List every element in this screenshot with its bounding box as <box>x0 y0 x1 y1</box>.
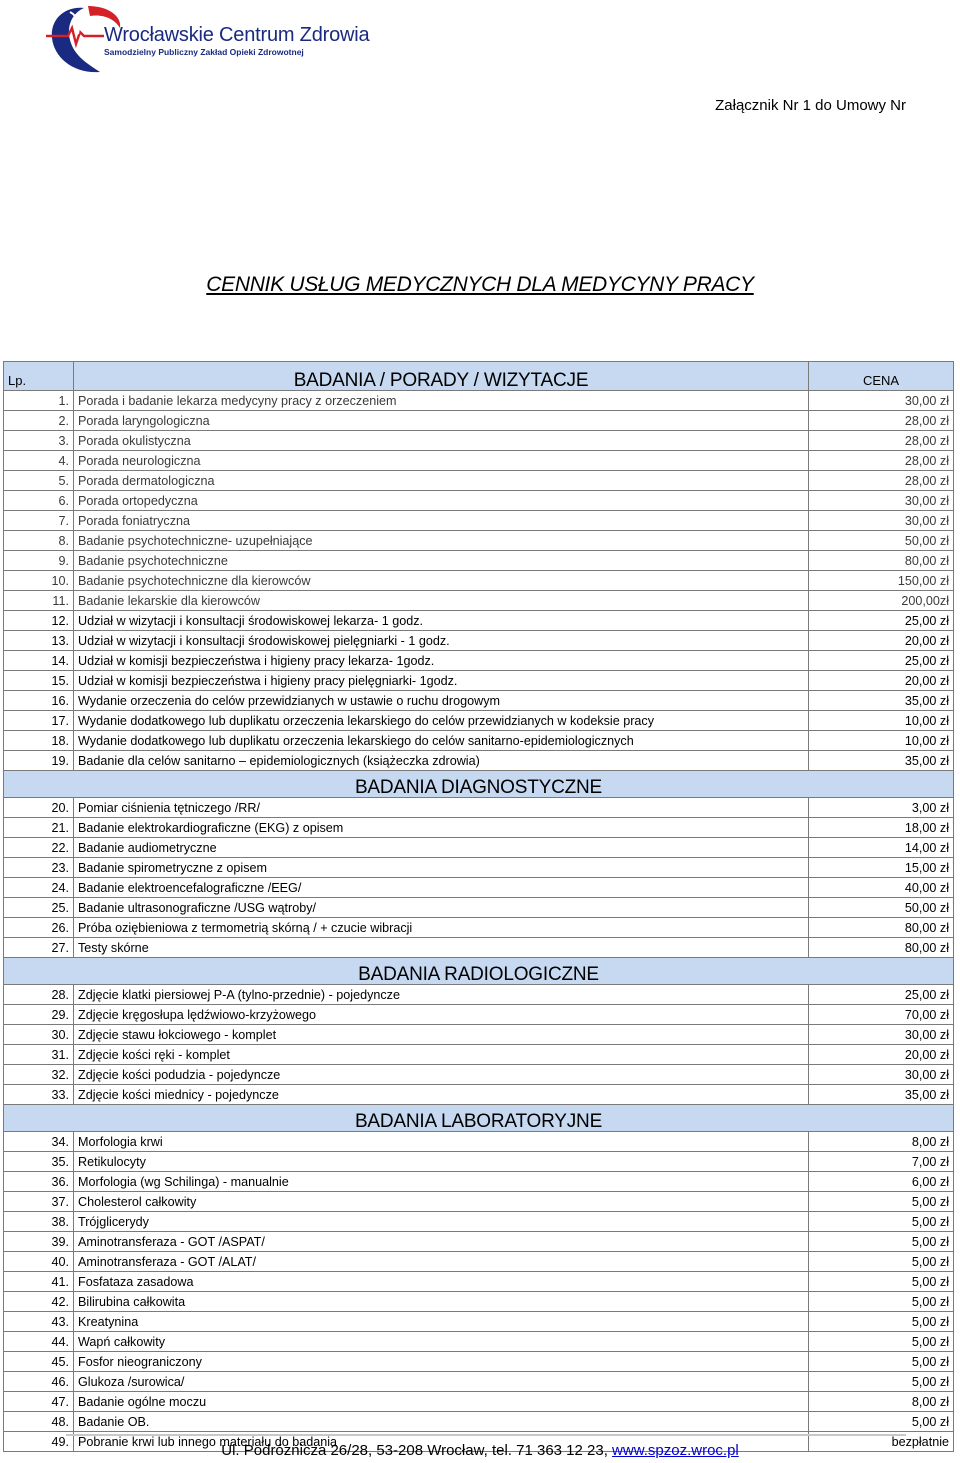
row-price: 28,00 zł <box>809 451 954 471</box>
row-service: Morfologia (wg Schilinga) - manualnie <box>74 1172 809 1192</box>
table-row <box>4 1392 954 1412</box>
row-number: 41. <box>4 1272 74 1292</box>
row-service: Morfologia krwi <box>74 1132 809 1152</box>
row-number: 33. <box>4 1085 74 1105</box>
row-number: 1. <box>4 391 74 411</box>
table-row <box>4 918 954 938</box>
row-service: Porada ortopedyczna <box>74 491 809 511</box>
row-price: 5,00 zł <box>809 1292 954 1312</box>
section-title: BADANIA RADIOLOGICZNE <box>4 958 954 985</box>
row-price: 50,00 zł <box>809 531 954 551</box>
row-price: 70,00 zł <box>809 1005 954 1025</box>
table-row <box>4 1352 954 1372</box>
row-service: Kreatynina <box>74 1312 809 1332</box>
logo-subtitle: Samodzielny Publiczny Zakład Opieki Zdrowotnej <box>104 47 304 57</box>
row-service: Badanie psychotechniczne dla kierowców <box>74 571 809 591</box>
row-service: Badanie OB. <box>74 1412 809 1432</box>
row-number: 48. <box>4 1412 74 1432</box>
row-price: 80,00 zł <box>809 938 954 958</box>
row-service: Porada okulistyczna <box>74 431 809 451</box>
page-title: CENNIK USŁUG MEDYCZNYCH DLA MEDYCYNY PRACY <box>206 273 754 296</box>
row-service: Badanie ogólne moczu <box>74 1392 809 1412</box>
table-row <box>4 491 954 511</box>
row-number: 8. <box>4 531 74 551</box>
row-number: 13. <box>4 631 74 651</box>
table-row <box>4 1332 954 1352</box>
row-number: 35. <box>4 1152 74 1172</box>
row-price: 5,00 zł <box>809 1372 954 1392</box>
table-row <box>4 838 954 858</box>
row-number: 16. <box>4 691 74 711</box>
row-number: 31. <box>4 1045 74 1065</box>
table-row <box>4 651 954 671</box>
row-number: 9. <box>4 551 74 571</box>
header-lp: Lp. <box>4 362 74 391</box>
row-price: 5,00 zł <box>809 1252 954 1272</box>
row-service: Wydanie dodatkowego lub duplikatu orzeczenia lekarskiego do celów przewidzianych w kodeksie pracy <box>74 711 809 731</box>
row-price: 18,00 zł <box>809 818 954 838</box>
row-number: 23. <box>4 858 74 878</box>
row-number: 6. <box>4 491 74 511</box>
row-number: 28. <box>4 985 74 1005</box>
row-service: Udział w wizytacji i konsultacji środowiskowej lekarza- 1 godz. <box>74 611 809 631</box>
row-service: Testy skórne <box>74 938 809 958</box>
row-price: bezpłatnie <box>809 1432 954 1452</box>
row-price: 35,00 zł <box>809 691 954 711</box>
table-row <box>4 731 954 751</box>
table-row <box>4 798 954 818</box>
row-number: 17. <box>4 711 74 731</box>
row-service: Wydanie dodatkowego lub duplikatu orzeczenia lekarskiego do celów sanitarno-epidemiologicznych <box>74 731 809 751</box>
row-service: Porada foniatryczna <box>74 511 809 531</box>
row-service: Wapń całkowity <box>74 1332 809 1352</box>
table-row <box>4 631 954 651</box>
row-price: 28,00 zł <box>809 431 954 451</box>
footer-divider <box>66 1434 906 1436</box>
row-service: Porada neurologiczna <box>74 451 809 471</box>
row-number: 49. <box>4 1432 74 1452</box>
row-price: 5,00 zł <box>809 1412 954 1432</box>
row-service: Retikulocyty <box>74 1152 809 1172</box>
row-service: Udział w komisji bezpieczeństwa i higieny pracy lekarza- 1godz. <box>74 651 809 671</box>
row-service: Aminotransferaza - GOT /ASPAT/ <box>74 1232 809 1252</box>
table-row <box>4 451 954 471</box>
row-number: 36. <box>4 1172 74 1192</box>
row-price: 25,00 zł <box>809 985 954 1005</box>
row-number: 3. <box>4 431 74 451</box>
row-number: 45. <box>4 1352 74 1372</box>
table-row <box>4 1312 954 1332</box>
table-row <box>4 431 954 451</box>
table-row <box>4 711 954 731</box>
row-service: Badanie elektrokardiograficzne (EKG) z opisem <box>74 818 809 838</box>
row-number: 14. <box>4 651 74 671</box>
table-row <box>4 691 954 711</box>
row-service: Fosfor nieograniczony <box>74 1352 809 1372</box>
row-service: Aminotransferaza - GOT /ALAT/ <box>74 1252 809 1272</box>
row-number: 2. <box>4 411 74 431</box>
table-row <box>4 1025 954 1045</box>
row-price: 30,00 zł <box>809 511 954 531</box>
table-row <box>4 1412 954 1432</box>
row-number: 24. <box>4 878 74 898</box>
header-cena: CENA <box>809 362 954 391</box>
row-number: 34. <box>4 1132 74 1152</box>
table-row <box>4 571 954 591</box>
row-price: 20,00 zł <box>809 631 954 651</box>
row-service: Zdjęcie kości ręki - komplet <box>74 1045 809 1065</box>
row-service: Badanie psychotechniczne <box>74 551 809 571</box>
row-number: 46. <box>4 1372 74 1392</box>
row-price: 150,00 zł <box>809 571 954 591</box>
row-number: 37. <box>4 1192 74 1212</box>
price-table <box>3 361 954 1452</box>
row-price: 20,00 zł <box>809 671 954 691</box>
row-price: 15,00 zł <box>809 858 954 878</box>
row-price: 30,00 zł <box>809 1065 954 1085</box>
row-price: 28,00 zł <box>809 471 954 491</box>
row-price: 30,00 zł <box>809 491 954 511</box>
row-service: Zdjęcie klatki piersiowej P-A (tylno-przednie) - pojedyncze <box>74 985 809 1005</box>
table-row <box>4 1172 954 1192</box>
row-price: 25,00 zł <box>809 651 954 671</box>
price-table-body <box>4 362 954 1452</box>
row-price: 14,00 zł <box>809 838 954 858</box>
row-number: 40. <box>4 1252 74 1272</box>
row-service: Próba oziębieniowa z termometrią skórną / + czucie wibracji <box>74 918 809 938</box>
row-service: Badanie lekarskie dla kierowców <box>74 591 809 611</box>
table-row <box>4 1132 954 1152</box>
table-row <box>4 1272 954 1292</box>
section-title: BADANIA / PORADY / WIZYTACJE <box>74 362 809 391</box>
row-service: Badanie psychotechniczne- uzupełniające <box>74 531 809 551</box>
row-price: 20,00 zł <box>809 1045 954 1065</box>
row-number: 43. <box>4 1312 74 1332</box>
row-number: 38. <box>4 1212 74 1232</box>
table-row <box>4 1005 954 1025</box>
table-row <box>4 1252 954 1272</box>
row-number: 10. <box>4 571 74 591</box>
row-price: 40,00 zł <box>809 878 954 898</box>
row-price: 35,00 zł <box>809 751 954 771</box>
footer-address: Ul. Podróżnicza 26/28, 53-208 Wrocław, tel. 71 363 12 23, <box>221 1442 613 1459</box>
row-price: 3,00 zł <box>809 798 954 818</box>
row-service: Badanie audiometryczne <box>74 838 809 858</box>
row-number: 29. <box>4 1005 74 1025</box>
row-price: 5,00 zł <box>809 1312 954 1332</box>
row-service: Pomiar ciśnienia tętniczego /RR/ <box>74 798 809 818</box>
table-row <box>4 471 954 491</box>
row-service: Zdjęcie kręgosłupa lędźwiowo-krzyżowego <box>74 1005 809 1025</box>
row-service: Wydanie orzeczenia do celów przewidzianych w ustawie o ruchu drogowym <box>74 691 809 711</box>
table-row <box>4 611 954 631</box>
row-number: 32. <box>4 1065 74 1085</box>
table-row <box>4 1065 954 1085</box>
table-row <box>4 898 954 918</box>
row-price: 8,00 zł <box>809 1392 954 1412</box>
row-number: 20. <box>4 798 74 818</box>
row-price: 80,00 zł <box>809 551 954 571</box>
row-number: 11. <box>4 591 74 611</box>
row-number: 18. <box>4 731 74 751</box>
table-row <box>4 818 954 838</box>
row-price: 200,00zł <box>809 591 954 611</box>
table-row <box>4 511 954 531</box>
row-price: 5,00 zł <box>809 1272 954 1292</box>
row-service: Porada i badanie lekarza medycyny pracy z orzeczeniem <box>74 391 809 411</box>
table-row <box>4 878 954 898</box>
row-service: Porada dermatologiczna <box>74 471 809 491</box>
row-number: 39. <box>4 1232 74 1252</box>
section-title: BADANIA LABORATORYJNE <box>4 1105 954 1132</box>
table-row <box>4 1045 954 1065</box>
row-price: 10,00 zł <box>809 731 954 751</box>
table-row <box>4 591 954 611</box>
table-row <box>4 1192 954 1212</box>
row-price: 28,00 zł <box>809 411 954 431</box>
row-number: 42. <box>4 1292 74 1312</box>
table-header-row <box>4 362 954 391</box>
table-row <box>4 1372 954 1392</box>
row-service: Zdjęcie stawu łokciowego - komplet <box>74 1025 809 1045</box>
row-service: Glukoza /surowica/ <box>74 1372 809 1392</box>
row-price: 5,00 zł <box>809 1192 954 1212</box>
row-service: Cholesterol całkowity <box>74 1192 809 1212</box>
table-row <box>4 985 954 1005</box>
row-number: 47. <box>4 1392 74 1412</box>
row-service: Zdjęcie kości podudzia - pojedyncze <box>74 1065 809 1085</box>
table-row <box>4 1152 954 1172</box>
row-service: Udział w komisji bezpieczeństwa i higieny pracy pielęgniarki- 1godz. <box>74 671 809 691</box>
logo <box>44 2 370 78</box>
row-price: 5,00 zł <box>809 1232 954 1252</box>
row-number: 26. <box>4 918 74 938</box>
row-number: 21. <box>4 818 74 838</box>
row-price: 30,00 zł <box>809 391 954 411</box>
row-service: Trójglicerydy <box>74 1212 809 1232</box>
table-row <box>4 1232 954 1252</box>
row-price: 5,00 zł <box>809 1352 954 1372</box>
row-service: Badanie elektroencefalograficzne /EEG/ <box>74 878 809 898</box>
table-row <box>4 858 954 878</box>
row-service: Badanie ultrasonograficzne /USG wątroby/ <box>74 898 809 918</box>
footer <box>0 1442 960 1459</box>
row-price: 30,00 zł <box>809 1025 954 1045</box>
footer-website-link[interactable]: www.spzoz.wroc.pl <box>612 1442 739 1459</box>
row-price: 10,00 zł <box>809 711 954 731</box>
table-row <box>4 1292 954 1312</box>
row-number: 22. <box>4 838 74 858</box>
row-service: Bilirubina całkowita <box>74 1292 809 1312</box>
row-number: 25. <box>4 898 74 918</box>
row-price: 5,00 zł <box>809 1212 954 1232</box>
table-row <box>4 1085 954 1105</box>
table-row <box>4 751 954 771</box>
table-row <box>4 391 954 411</box>
row-service: Badanie dla celów sanitarno – epidemiologicznych (książeczka zdrowia) <box>74 751 809 771</box>
section-header-row <box>4 958 954 985</box>
row-number: 27. <box>4 938 74 958</box>
row-number: 30. <box>4 1025 74 1045</box>
row-service: Udział w wizytacji i konsultacji środowiskowej pielęgniarki - 1 godz. <box>74 631 809 651</box>
row-service: Badanie spirometryczne z opisem <box>74 858 809 878</box>
logo-name: Wrocławskie Centrum Zdrowia <box>104 24 370 46</box>
row-price: 5,00 zł <box>809 1332 954 1352</box>
row-number: 5. <box>4 471 74 491</box>
row-number: 12. <box>4 611 74 631</box>
row-price: 80,00 zł <box>809 918 954 938</box>
row-service: Fosfataza zasadowa <box>74 1272 809 1292</box>
row-price: 7,00 zł <box>809 1152 954 1172</box>
table-row <box>4 671 954 691</box>
row-price: 8,00 zł <box>809 1132 954 1152</box>
table-row <box>4 551 954 571</box>
annex-label: Załącznik Nr 1 do Umowy Nr <box>715 97 906 114</box>
row-price: 50,00 zł <box>809 898 954 918</box>
section-title: BADANIA DIAGNOSTYCZNE <box>4 771 954 798</box>
row-number: 44. <box>4 1332 74 1352</box>
table-row <box>4 411 954 431</box>
section-header-row <box>4 771 954 798</box>
row-number: 19. <box>4 751 74 771</box>
section-header-row <box>4 1105 954 1132</box>
row-price: 6,00 zł <box>809 1172 954 1192</box>
table-row <box>4 938 954 958</box>
row-service: Porada laryngologiczna <box>74 411 809 431</box>
row-number: 4. <box>4 451 74 471</box>
table-row <box>4 1212 954 1232</box>
row-number: 7. <box>4 511 74 531</box>
row-service: Zdjęcie kości miednicy - pojedyncze <box>74 1085 809 1105</box>
row-service: Pobranie krwi lub innego materiału do badania <box>74 1432 809 1452</box>
row-price: 25,00 zł <box>809 611 954 631</box>
table-row <box>4 531 954 551</box>
row-price: 35,00 zł <box>809 1085 954 1105</box>
row-number: 15. <box>4 671 74 691</box>
